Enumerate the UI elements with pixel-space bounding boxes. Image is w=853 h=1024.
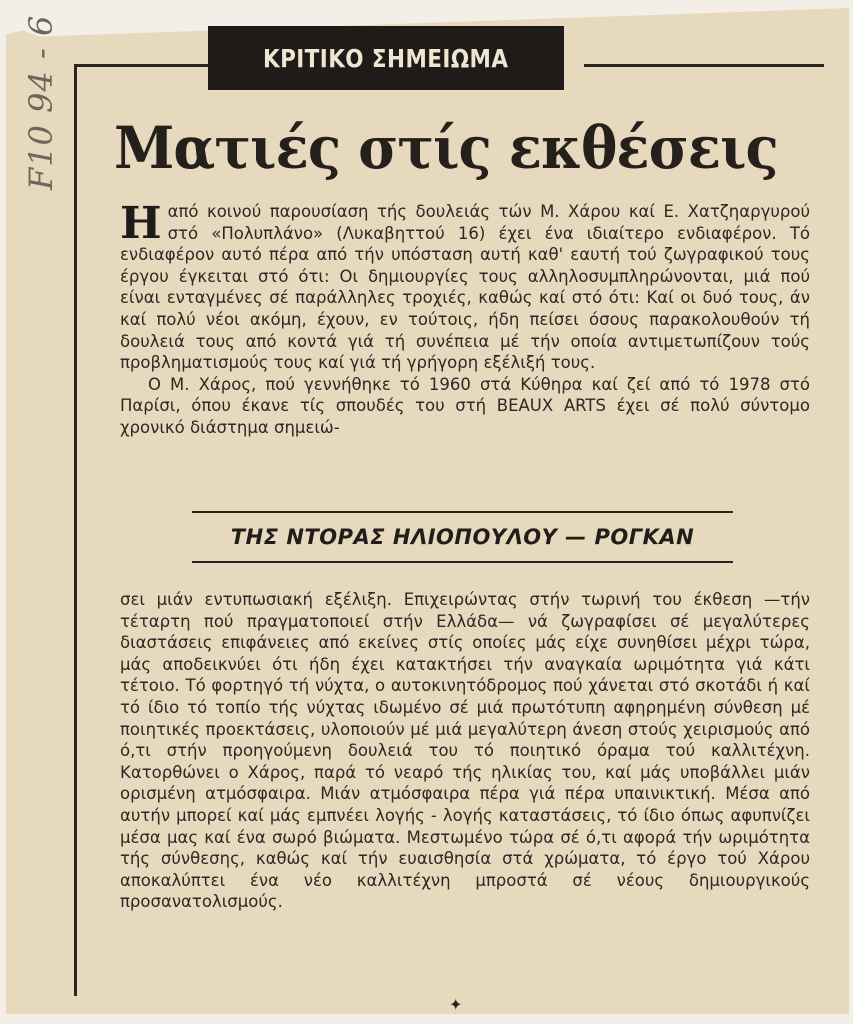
article-body-top: [120, 198, 810, 439]
rubric-box: [208, 26, 564, 90]
handwritten-note: F10 94 - 6: [22, 14, 60, 190]
header-rule-left: [74, 64, 208, 67]
column-rule-left: [74, 64, 77, 996]
article-paragraph: σει μιάν εντυπωσιακή εξέλιξη. Επιχειρώντας στήν τωρινή του έκθεση —τήν τέταρτη πού πραγματοποιεί στήν Ελλάδα— νά ζωγραφίσει σέ μεγαλύτερες διαστάσεις επιφάνειες από εκείνες στίς οποίες μάς είχε συνηθίσει μέχρι τώρα, μάς αποδεικνύει ότι ήδη έχει κατακτήσει τήν αναγκαία ωριμότητα γιά κάτι τέτοιο. Τό φορτηγό τή νύχτα, ο αυτοκινητόδρομος πού χάνεται στό σκοτάδι ή καί τό ίδιο τό τοπίο τής νύχτας ιδωμένο σέ μιά πρωτότυπη αφηρημένη σύνθεση μέ ποιητικές προεκτάσεις, υλοποιούν μέ μιά μεγαλύτερη άνεση στούς χειρισμούς από ό,τι στήν προηγούμενη δουλειά του τό ποιητικό όραμα τού καλλιτέχνη. Κατορθώνει ο Χάρος, παρά τό νεαρό τής ηλικίας του, καί μάς υποβάλλει μιάν ορισμένη ατμόσφαιρα. Μιάν ατμόσφαιρα πέρα γιά πέρα υπαινικτική. Μέσα από αυτήν μπορεί καί μάς εμπνέει λογής - λογής καταστάσεις, τό ίδιο όπως αφυπνίζει μέσα μας καί ένα σωρό βιώματα. Μεστωμένο τώρα σέ ό,τι αφορά τήν ωριμότητα τής σύνθεσης, καθώς καί τήν ευαισθησία στά χρώματα, τό έργο τού Χάρου αποκαλύπτει ένα νέο καλλιτέχνη μπροστά σέ νέους δημιουργικούς προσανατολισμούς.: [120, 590, 810, 912]
byline-rule-bottom: [192, 561, 733, 563]
header-rule-right: [584, 64, 824, 67]
headline: Ματιές στίς εκθέσεις: [114, 114, 778, 182]
byline: ΤΗΣ ΝΤΟΡΑΣ ΗΛΙΟΠΟΥΛΟΥ — ΡΟΓΚΑΝ: [230, 525, 695, 549]
article-paragraph: Ο Μ. Χάρος, πού γεννήθηκε τό 1960 στά Κύθηρα καί ζεί από τό 1978 στό Παρίσι, όπου έκανε τίς σπουδές του στή BEAUX ARTS έχει σέ πολύ σύντομο χρονικό διάστημα σημειώ-: [120, 374, 810, 437]
article-body-bottom: [120, 589, 810, 913]
star-icon: ✦: [449, 995, 463, 1014]
byline-rule-top: [192, 511, 733, 513]
drop-cap: Η: [120, 198, 162, 249]
article-paragraph: [120, 198, 810, 374]
rubric-label: ΚΡΙΤΙΚΟ ΣΗΜΕΙΩΜΑ: [263, 43, 509, 73]
paragraph-text: από κοινού παρουσίαση τής δουλειάς τών Μ. Χάρου καί Ε. Χατζηαργυρού στό «Πολυπλάνο» (Λυκαβηττού 16) έχει ένα ιδιαίτερο ενδιαφέρον. Τό ενδιαφέρον αυτό πέρα από τήν υπόσταση αυτή καθ' εαυτή τού ζωγραφικού τους έργου έγκειται στό ότι: Οι δημιουργίες τους αλληλοσυμπληρώνονται, μιά πού είναι ενταγμένες σέ παράλληλες τροχιές, καθώς καί στό ότι: Καί οι δυό τους, άν καί πολύ νέοι ακόμη, έχουν, εν τούτοις, ήδη πείσει όσους παρακολουθούν τή δουλειά τους από κοντά γιά τή συνέπεια μέ τήν οποία αντιμετωπίζουν τούς προβληματισμούς τους καί γιά τή γρήγορη εξέλιξή τους.: [120, 202, 810, 373]
